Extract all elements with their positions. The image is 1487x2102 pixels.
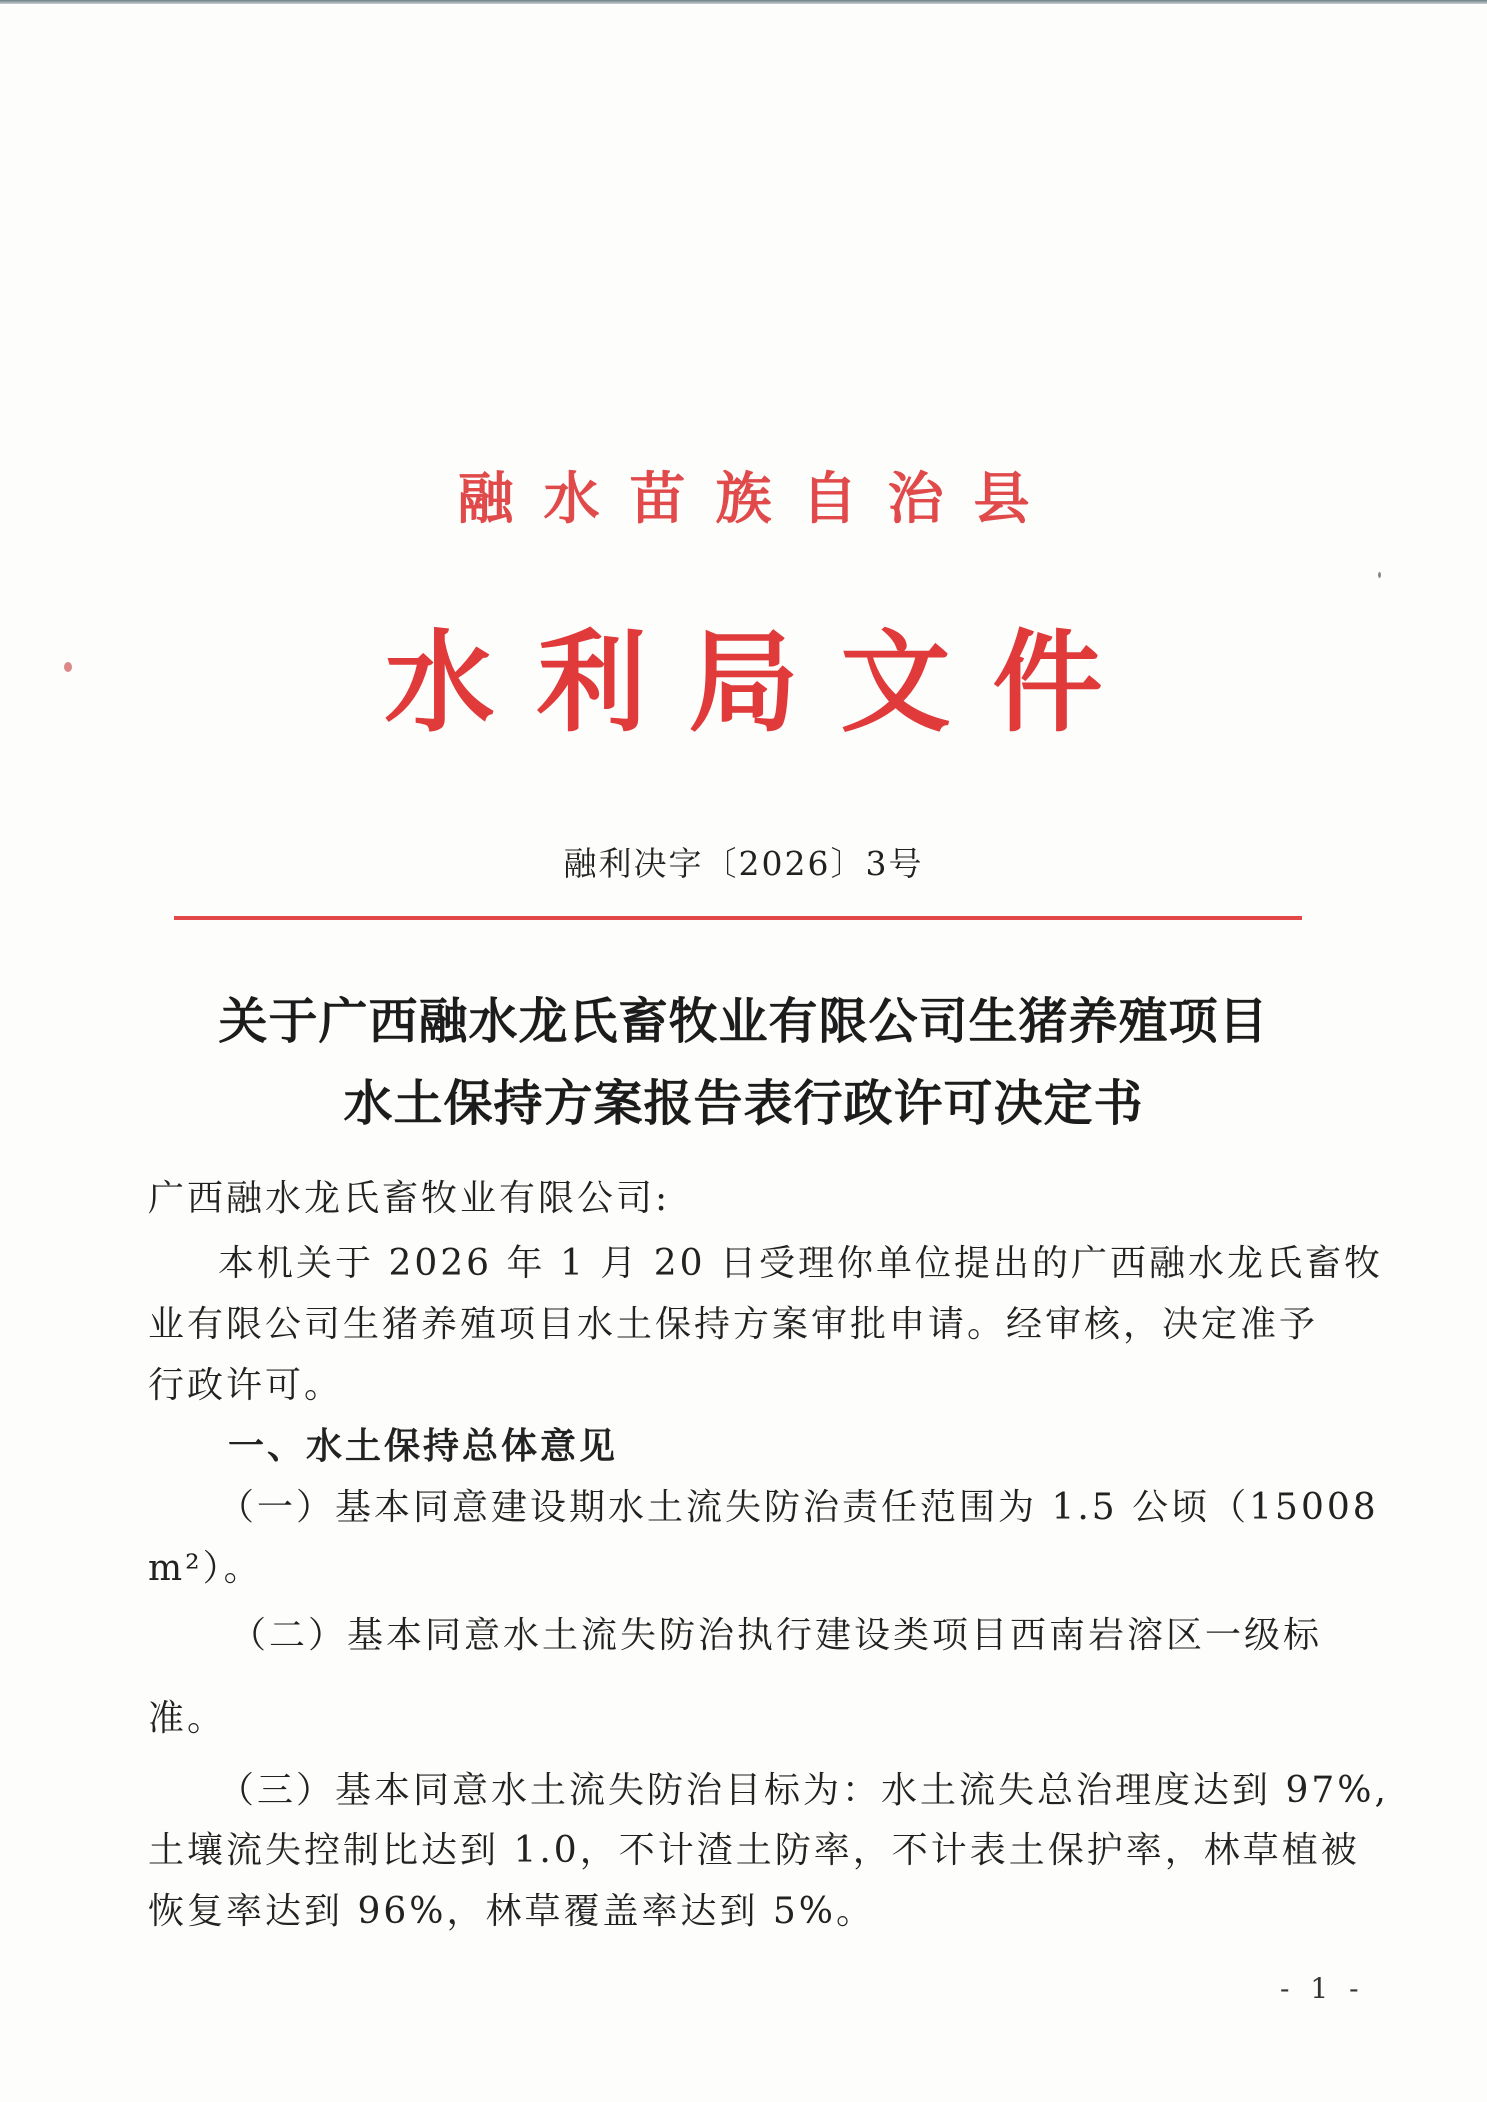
item-line: 土壤流失控制比达到 1.0，不计渣土防率，不计表土保护率，林草植被 xyxy=(148,1830,1360,1871)
document-title-line-1: 关于广西融水龙氏畜牧业有限公司生猪养殖项目 xyxy=(218,992,1269,1050)
page-number: - 1 - xyxy=(1280,1972,1365,2005)
paragraph-line: 本机关于 2026 年 1 月 20 日受理你单位提出的广西融水龙氏畜牧 xyxy=(218,1243,1383,1284)
paragraph-line: 业有限公司生猪养殖项目水土保持方案审批申请。经审核，决定准予 xyxy=(148,1304,1319,1345)
addressee: 广西融水龙氏畜牧业有限公司: xyxy=(148,1178,671,1219)
scan-speck xyxy=(1378,572,1381,578)
item-line: （一）基本同意建设期水土流失防治责任范围为 1.5 公顷（15008 xyxy=(218,1487,1379,1528)
item-line: m²）。 xyxy=(148,1548,263,1589)
item-line: （二）基本同意水土流失防治执行建设类项目西南岩溶区一级标 xyxy=(230,1615,1323,1656)
item-line: 恢复率达到 96%，林草覆盖率达到 5%。 xyxy=(148,1891,876,1932)
issuing-organization: 融水苗族自治县 xyxy=(457,466,1060,532)
item-line: 准。 xyxy=(148,1698,227,1739)
scan-speck xyxy=(64,662,72,672)
document-title-line-2: 水土保持方案报告表行政许可决定书 xyxy=(343,1074,1144,1132)
paragraph-line: 行政许可。 xyxy=(148,1365,344,1406)
document-header-title: 水利局文件 xyxy=(384,618,1145,747)
item-line: （三）基本同意水土流失防治目标为：水土流失总治理度达到 97%, xyxy=(218,1770,1389,1811)
red-separator-line xyxy=(174,916,1302,920)
scan-edge xyxy=(0,0,1487,4)
document-number: 融利决字〔2026〕3号 xyxy=(563,844,924,883)
section-heading: 一、水土保持总体意见 xyxy=(228,1425,619,1467)
